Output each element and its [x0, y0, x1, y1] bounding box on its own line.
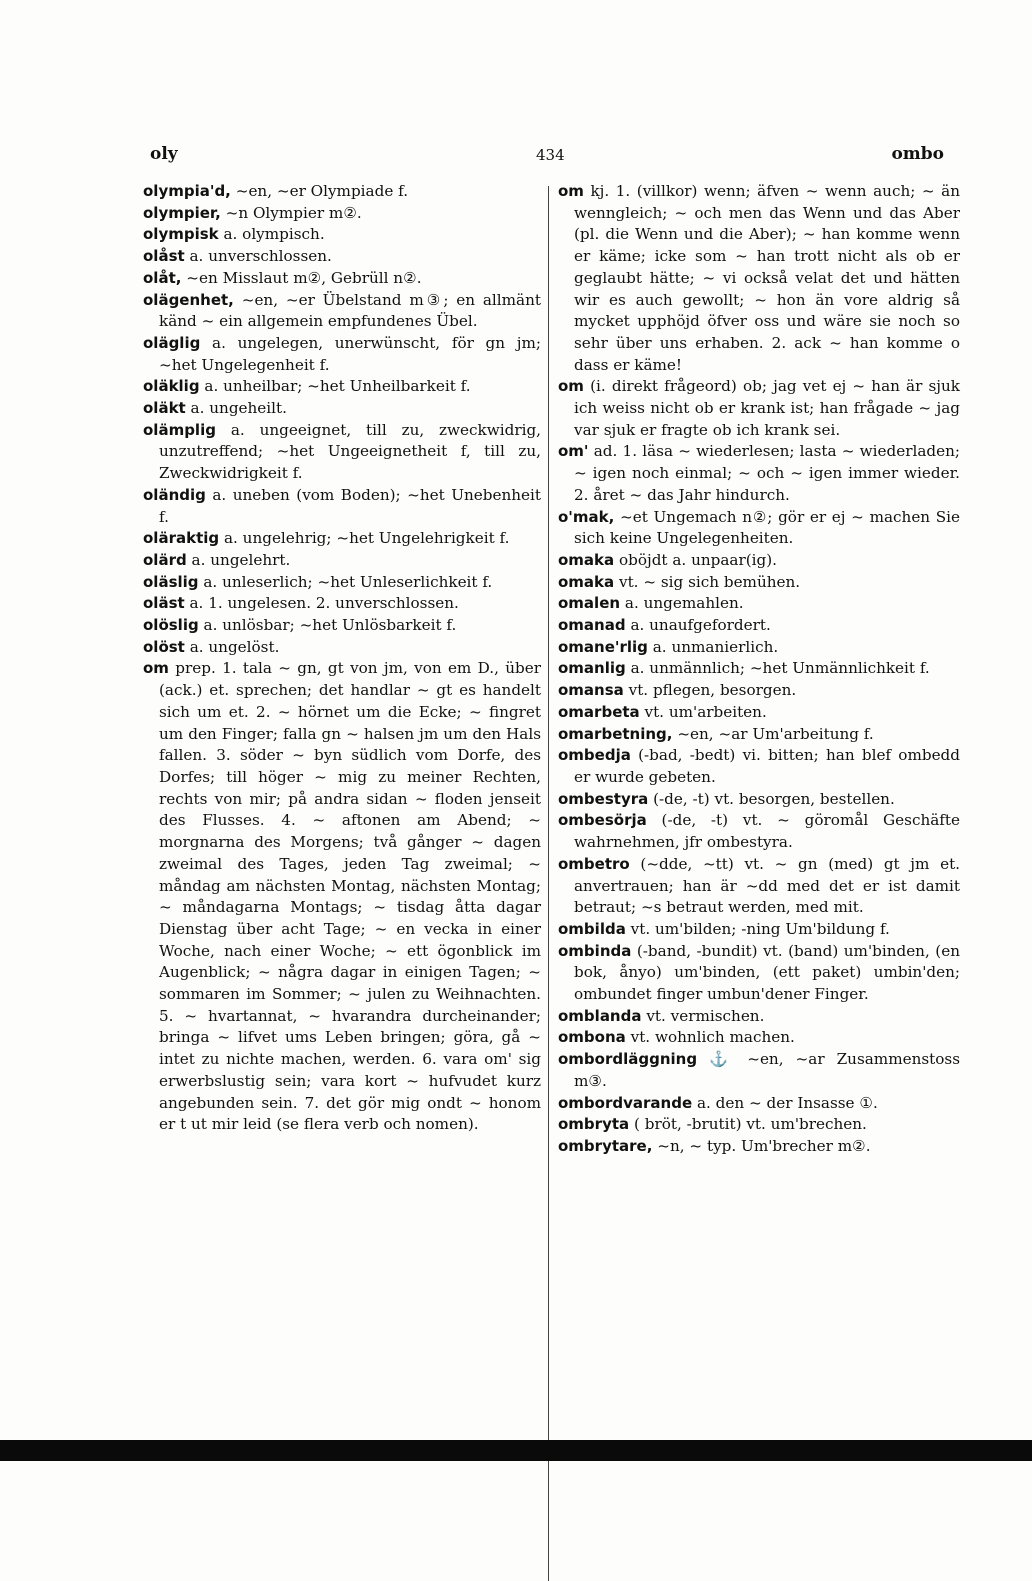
entry-definition: vt. vermischen.	[646, 1006, 765, 1025]
entry-headword: o'mak,	[558, 507, 615, 526]
entry-headword: omaka	[558, 550, 615, 569]
entry-headword: oläkt	[143, 399, 186, 418]
entry-definition: vt. ~ sig sich bemühen.	[618, 572, 801, 591]
entry-headword: ombilda	[558, 919, 626, 938]
entry-definition: a. unheilbar; ~het Unheilbarkeit f.	[204, 377, 471, 396]
entry-headword: olämplig	[143, 420, 216, 439]
entry-headword: olympisk	[143, 225, 219, 244]
entry-headword: omansa	[558, 681, 624, 700]
entry-definition: vt. pflegen, besorgen.	[628, 681, 797, 700]
entry-definition: ~en, ~er Übelstand m③; en allmänt känd ~ ein allgemein empfundenes Übel.	[159, 290, 541, 331]
dictionary-entry	[143, 290, 541, 333]
entry-headword: olympia'd,	[143, 182, 231, 200]
entry-definition: (i. direkt frågeord) ob; jag vet ej ~ han är sjuk ich weiss nicht ob er krank ist; han frågade ~ jag var sjuk er fragte ob ich krank sei.	[574, 377, 961, 439]
dictionary-entry	[558, 1027, 960, 1049]
entry-headword: om'	[558, 442, 589, 461]
dictionary-entry	[558, 1093, 960, 1115]
dictionary-entry	[143, 376, 541, 398]
entry-headword: oläraktig	[143, 529, 220, 548]
header-guide-word-right: ombo	[891, 144, 944, 164]
entry-definition: a. unmännlich; ~het Unmännlichkeit f.	[630, 659, 930, 678]
entry-headword: omanlig	[558, 659, 626, 678]
dictionary-entry	[143, 528, 541, 550]
dictionary-entry	[558, 1006, 960, 1028]
entry-definition: a. ungeheilt.	[190, 399, 287, 418]
page-number: 434	[536, 146, 565, 164]
dictionary-entry	[143, 593, 541, 615]
entry-definition: ~n Olympier m②.	[225, 203, 362, 222]
entry-headword: omane'rlig	[558, 637, 648, 656]
dictionary-entry	[558, 941, 960, 1006]
dictionary-entry	[558, 181, 960, 376]
entry-definition: (-de, -t) vt. ~ göromål Geschäfte wahrnehmen, jfr ombestyra.	[574, 811, 961, 852]
entry-definition: a. unleserlich; ~het Unleserlichkeit f.	[203, 572, 493, 591]
dictionary-entry	[558, 1049, 960, 1092]
entry-headword: ombryta	[558, 1115, 630, 1134]
dictionary-entry	[558, 658, 960, 680]
entry-definition: a. ungemahlen.	[624, 594, 744, 613]
header-guide-word-left: oly	[150, 144, 178, 164]
entry-definition: ~en, ~ar Um'arbeitung f.	[677, 724, 874, 743]
entry-headword: oläglig	[143, 333, 201, 352]
entry-definition: a. unlösbar; ~het Unlösbarkeit f.	[203, 616, 457, 635]
entry-headword: omaka	[558, 572, 615, 591]
entry-headword: omanad	[558, 616, 626, 635]
entry-headword: olärd	[143, 550, 187, 569]
entry-headword: om	[558, 377, 584, 396]
entry-definition: a. ungelehrt.	[191, 550, 291, 569]
dictionary-entry	[558, 680, 960, 702]
dictionary-entry	[143, 398, 541, 420]
dictionary-entry	[143, 333, 541, 376]
dictionary-entry	[558, 789, 960, 811]
entry-headword: olöst	[143, 637, 185, 656]
dictionary-entry	[143, 572, 541, 594]
entry-headword: om	[558, 182, 584, 200]
column-divider	[548, 186, 549, 1581]
entry-definition: prep. 1. tala ~ gn, gt von jm, von em D., über (ack.) et. sprechen; det handlar ~ gt es handelt sich um et. 2. ~ hörnet um die Ecke; ~ fingret um den Finger; falla gn ~ halsen jm um den Hals fallen. 3. söder ~ byn südlich vom Dorfe, des Dorfes; till höger ~ mig zu meiner Rechten, rechts von mir; på andra sidan ~ floden jenseit des Flusses. 4. ~ aftonen am Abend; ~ morgnarna des Morgens; två gånger ~ dagen zweimal des Tages, jeden Tag zweimal; ~ måndag am nächsten Montag, nächsten Montag; ~ måndagarna Montags; ~ tisdag åtta dagar Dienstag über acht Tage; ~ en vecka in einer Woche, nach einer Woche; ~ ett ögonblick im Augenblick; ~ några dagar in einigen Tagen; ~ sommaren im Sommer; ~ julen zu Weihnachten. 5. ~ hvartannat, ~ hvarandra durcheinander; bringa ~ lifvet ums Leben bringen; göra, gå ~ intet zu nichte machen, werden. 6. vara om' sig erwerbslustig sein; vara kort ~ hufvudet kurz angebunden sein. 7. det gör mig ondt ~ honom er t ut mir leid (se flera verb och nomen).	[159, 659, 541, 1134]
entry-headword: ombordvarande	[558, 1093, 693, 1112]
entry-definition: (-band, -bundit) vt. (band) um'binden, (en bok, ånyo) um'binden, (ett paket) umbin'den; ombundet finger umbun'dener Finger.	[574, 941, 961, 1004]
entry-definition: a. den ~ der Insasse ①.	[696, 1093, 878, 1112]
entry-definition: ~et Ungemach n②; gör er ej ~ machen Sie sich keine Ungelegenheiten.	[574, 507, 961, 548]
entry-definition: a. 1. ungelesen. 2. unverschlossen.	[189, 594, 459, 613]
entry-definition: ~n, ~ typ. Um'brecher m②.	[657, 1136, 871, 1155]
dictionary-entry	[558, 1136, 960, 1158]
entry-definition: vt. um'arbeiten.	[644, 702, 767, 721]
dictionary-entry	[558, 745, 960, 788]
entry-definition: (-bad, -bedt) vi. bitten; han blef ombedd er wurde gebeten.	[574, 746, 960, 786]
left-column	[143, 181, 541, 1136]
entry-headword: ombedja	[558, 746, 631, 765]
entry-definition: a. ungelegen, unerwünscht, för gn jm; ~het Ungelegenheit f.	[159, 333, 541, 374]
dictionary-entry	[558, 702, 960, 724]
dictionary-entry	[558, 507, 960, 550]
entry-headword: oläklig	[143, 377, 200, 396]
dictionary-entry	[558, 810, 960, 853]
entry-definition: a. olympisch.	[223, 225, 325, 244]
entry-definition: vt. wohnlich machen.	[630, 1028, 795, 1047]
dictionary-entry	[143, 420, 541, 485]
entry-headword: ombestyra	[558, 789, 649, 808]
entry-headword: oläst	[143, 594, 185, 613]
entry-definition: ~en Misslaut m②, Gebrüll n②.	[186, 268, 422, 287]
entry-headword: olåt,	[143, 268, 182, 287]
entry-definition: a. uneben (vom Boden); ~het Unebenheit f.	[159, 485, 542, 526]
right-column	[558, 181, 960, 1158]
entry-headword: omblanda	[558, 1006, 642, 1025]
entry-definition: (-de, -t) vt. besorgen, bestellen.	[653, 789, 895, 808]
entry-headword: omarbetning,	[558, 724, 673, 743]
dictionary-entry	[558, 572, 960, 594]
entry-headword: ombrytare,	[558, 1136, 653, 1155]
dictionary-entry	[143, 203, 541, 225]
entry-definition: ~en, ~er Olympiade f.	[235, 182, 409, 200]
entry-headword: olåst	[143, 247, 185, 266]
entry-definition: a. unmanierlich.	[652, 637, 779, 656]
entry-definition: a. ungeeignet, till zu, zweckwidrig, unzutreffend; ~het Ungeeignetheit f, till zu, Zweckwidrigkeit f.	[159, 420, 541, 483]
dictionary-entry	[558, 376, 960, 441]
entry-headword: olöslig	[143, 616, 199, 635]
entry-definition: ⚓ ~en, ~ar Zusammenstoss m③.	[574, 1050, 960, 1090]
dictionary-entry	[143, 637, 541, 659]
dictionary-entry	[143, 550, 541, 572]
entry-definition: a. unverschlossen.	[189, 247, 332, 266]
entry-headword: oländig	[143, 485, 206, 504]
dictionary-entry	[143, 246, 541, 268]
entry-headword: om	[143, 659, 169, 678]
entry-definition: vt. um'bilden; -ning Um'bildung f.	[630, 919, 890, 938]
entry-definition: a. unaufgefordert.	[630, 616, 771, 635]
entry-definition: a. ungelöst.	[189, 637, 280, 656]
dictionary-entry	[143, 224, 541, 246]
entry-definition: oböjdt a. unpaar(ig).	[618, 550, 777, 569]
dictionary-entry	[558, 637, 960, 659]
entry-headword: ombordläggning	[558, 1050, 698, 1069]
entry-definition: ad. 1. läsa ~ wiederlesen; lasta ~ wiederladen; ~ igen noch einmal; ~ och ~ igen immer wieder. 2. året ~ das Jahr hindurch.	[574, 442, 960, 504]
entry-headword: omarbeta	[558, 702, 640, 721]
scan-edge	[0, 1440, 1032, 1461]
dictionary-entry	[143, 658, 541, 1135]
dictionary-entry	[558, 919, 960, 941]
entry-headword: ombesörja	[558, 811, 647, 830]
entry-headword: oläslig	[143, 572, 199, 591]
dictionary-entry	[558, 854, 960, 919]
dictionary-entry	[558, 724, 960, 746]
dictionary-entry	[558, 441, 960, 506]
dictionary-entry	[143, 615, 541, 637]
entry-definition: ( bröt, -brutit) vt. um'brechen.	[633, 1115, 867, 1134]
dictionary-entry	[143, 485, 541, 528]
entry-headword: ombinda	[558, 941, 632, 960]
entry-headword: ombetro	[558, 854, 630, 873]
entry-definition: a. ungelehrig; ~het Ungelehrigkeit f.	[223, 529, 510, 548]
dictionary-entry	[558, 1114, 960, 1136]
dictionary-entry	[558, 550, 960, 572]
entry-headword: ombona	[558, 1028, 626, 1047]
entry-headword: olägenhet,	[143, 290, 234, 309]
entry-headword: olympier,	[143, 203, 221, 222]
dictionary-entry	[143, 181, 541, 203]
dictionary-entry	[143, 268, 541, 290]
dictionary-entry	[558, 615, 960, 637]
entry-headword: omalen	[558, 594, 621, 613]
entry-definition: (~dde, ~tt) vt. ~ gn (med) gt jm et. anvertrauen; han är ~dd med det er ist damit betraut; ~s betraut werden, med mit.	[574, 854, 961, 917]
dictionary-entry	[558, 593, 960, 615]
page-header	[150, 144, 944, 170]
entry-definition: kj. 1. (villkor) wenn; äfven ~ wenn auch; ~ än wenngleich; ~ och men das Wenn und das Aber (pl. die Wenn und die Aber); ~ han komme wenn er käme; icke som ~ han trott nicht als ob er geglaubt hätte; ~ vi också velat det und hätten wir es auch gewollt; ~ hon än vore aldrig så mycket upphöjd öfver oss und wäre sie noch so sehr über uns erhaben. 2. ack ~ han komme o dass er käme!	[574, 182, 960, 374]
